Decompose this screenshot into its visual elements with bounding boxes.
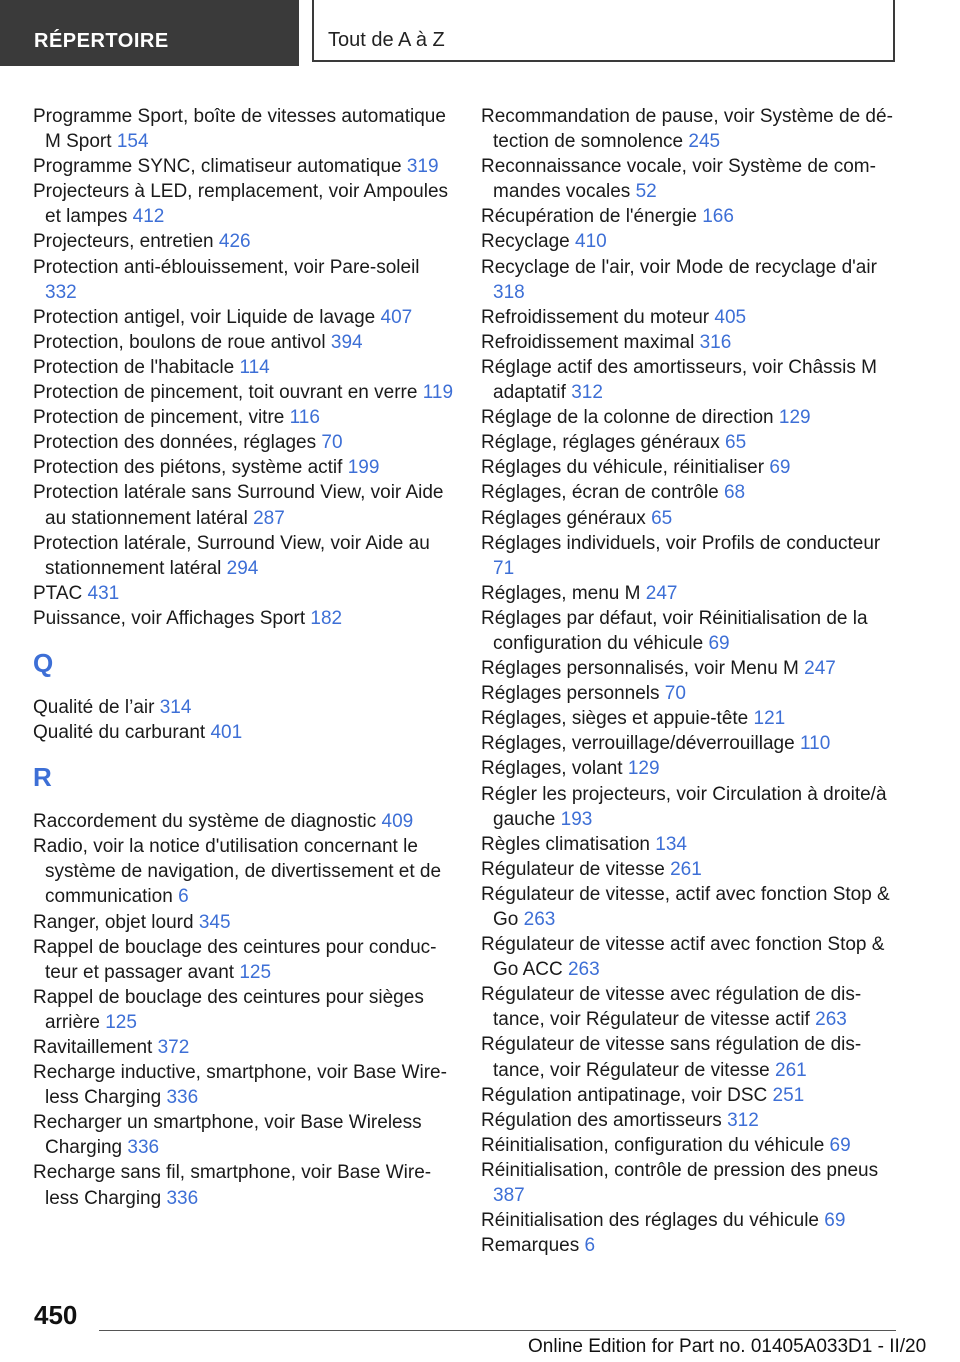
- page-link[interactable]: 166: [702, 206, 734, 228]
- left-column: [33, 104, 453, 1211]
- page-link[interactable]: 70: [664, 683, 686, 705]
- entry-text: Projecteurs à LED, remplacement, voir Ampoules et lampes: [33, 181, 449, 228]
- index-entry: [33, 154, 453, 179]
- page-link[interactable]: 247: [804, 658, 836, 680]
- index-entry: [33, 229, 453, 254]
- page-link[interactable]: 412: [132, 206, 165, 228]
- index-entry: [481, 606, 897, 656]
- entry-text: Régulateur de vitesse: [481, 858, 665, 880]
- page-link[interactable]: 294: [226, 557, 259, 579]
- index-entry: [33, 834, 453, 909]
- page-link[interactable]: 312: [727, 1109, 759, 1131]
- index-entry: [481, 229, 897, 254]
- section-tab: [0, 0, 299, 66]
- entry-text: Réglages, écran de contrôle: [481, 482, 719, 504]
- page-link[interactable]: 182: [310, 607, 343, 629]
- page-link[interactable]: 312: [571, 382, 603, 404]
- page-link[interactable]: 6: [584, 1235, 596, 1257]
- entry-text: Réglage de la colonne de direction: [481, 407, 774, 429]
- subsection-tab: [312, 0, 895, 62]
- edition-text: Online Edition for Part no. 01405A033D1 - II/20: [528, 1336, 927, 1357]
- index-entry: [481, 1133, 897, 1158]
- entry-text: Recyclage de l'air, voir Mode de recyclage d'air: [481, 256, 877, 278]
- entry-text: Réglages généraux: [481, 507, 646, 529]
- page-link[interactable]: 68: [723, 482, 746, 504]
- index-entry: [481, 531, 897, 581]
- index-entry: [481, 455, 897, 480]
- page-link[interactable]: 263: [815, 1009, 847, 1031]
- page-link[interactable]: 405: [714, 306, 747, 328]
- index-entry: [33, 330, 453, 355]
- page-link[interactable]: 394: [330, 331, 363, 353]
- page-link[interactable]: 52: [635, 181, 657, 203]
- entry-text: Réglages individuels, voir Profils de conducteur: [481, 532, 881, 554]
- page-link[interactable]: 134: [655, 833, 687, 855]
- entry-text: Protection latérale, Surround View, voir Aide au stationnement latéral: [33, 532, 430, 579]
- index-entry: [33, 305, 453, 330]
- index-entry: [33, 405, 453, 430]
- section-title: RÉPERTOIRE: [34, 30, 169, 52]
- entry-text: Protection des données, réglages: [33, 432, 317, 454]
- index-entry: [481, 681, 897, 706]
- page-number: 450: [34, 1300, 78, 1330]
- index-entry: [481, 706, 897, 731]
- page-link[interactable]: 263: [523, 909, 556, 930]
- page-link[interactable]: 318: [493, 281, 525, 303]
- index-entry: [33, 1060, 453, 1110]
- index-block-r-continued: [481, 104, 897, 1258]
- entry-text: Réglages par défaut, voir Réinitialisation de la configuration du véhicule: [481, 607, 868, 654]
- index-entry: [481, 832, 897, 857]
- entry-text: Ranger, objet lourd: [33, 911, 194, 933]
- page-link[interactable]: 199: [347, 457, 380, 479]
- index-entry: [33, 809, 453, 834]
- entry-text: Réinitialisation, contrôle de pression des pneus: [481, 1159, 879, 1181]
- entry-text: Régulateur de vitesse actif avec fonction Stop & Go ACC: [481, 934, 885, 981]
- entry-text: Recommandation de pause, voir Système de détection de somnolence: [481, 106, 893, 153]
- entry-text: Rappel de bouclage des ceintures pour sièges arrière: [33, 986, 424, 1033]
- page-link[interactable]: 401: [210, 722, 243, 744]
- entry-text: Protection de pincement, toit ouvrant en verre: [33, 382, 418, 404]
- index-entry: [481, 255, 897, 305]
- index-entry: [481, 330, 897, 355]
- entry-text: Protection latérale sans Surround View, voir Aide au stationnement latéral: [33, 482, 444, 529]
- page-link[interactable]: 69: [829, 1134, 851, 1156]
- index-entry: [481, 154, 897, 204]
- index-entry: [481, 982, 897, 1032]
- entry-text: Régulateur de vitesse, actif avec fonction Stop & Go: [481, 883, 890, 930]
- page-link[interactable]: 70: [321, 432, 343, 454]
- page-link[interactable]: 410: [575, 231, 607, 253]
- page-link[interactable]: 125: [239, 961, 272, 983]
- index-block-p: [33, 104, 453, 631]
- entry-text: Raccordement du système de diagnostic: [33, 811, 377, 833]
- index-letter-r: R: [33, 762, 52, 793]
- entry-text: Règles climatisation: [481, 833, 650, 855]
- page-link[interactable]: 316: [699, 331, 732, 353]
- index-entry: [481, 1032, 897, 1082]
- page-link[interactable]: 263: [567, 959, 600, 981]
- entry-text: Recharge sans fil, smartphone, voir Base Wireless Charging: [33, 1162, 432, 1209]
- index-entry: [481, 480, 897, 505]
- page-link[interactable]: 387: [493, 1185, 525, 1207]
- page-link[interactable]: 114: [239, 356, 270, 378]
- page-link[interactable]: 314: [159, 696, 192, 718]
- index-entry: [481, 882, 897, 932]
- index-entry: [33, 1160, 453, 1210]
- page-link[interactable]: 319: [406, 156, 439, 178]
- entry-text: Recharger un smartphone, voir Base Wireless Charging: [33, 1112, 422, 1159]
- entry-text: Protection des piétons, système actif: [33, 457, 343, 479]
- index-letter-q: Q: [33, 647, 54, 678]
- page-link[interactable]: 69: [769, 457, 791, 479]
- entry-text: Réglages personnalisés, voir Menu M: [481, 658, 799, 680]
- page-link[interactable]: 245: [688, 131, 721, 153]
- page-link[interactable]: 251: [772, 1084, 805, 1106]
- entry-text: Programme Sport, boîte de vitesses automatique M Sport: [33, 106, 446, 153]
- footer-divider: [99, 1330, 896, 1331]
- entry-text: Réglages personnels: [481, 683, 660, 705]
- index-entry: [33, 1110, 453, 1160]
- entry-text: Réglages du véhicule, réinitialiser: [481, 457, 765, 479]
- index-entry: [33, 695, 453, 720]
- entry-text: Réglages, volant: [481, 758, 623, 780]
- page-link[interactable]: 261: [775, 1059, 807, 1081]
- entry-text: Programme SYNC, climatiseur automatique: [33, 156, 402, 178]
- entry-text: Réglages, sièges et appuie-tête: [481, 708, 749, 730]
- page-link[interactable]: 431: [87, 582, 120, 604]
- entry-text: Protection de l'habitacle: [33, 356, 235, 378]
- index-entry: [33, 380, 453, 405]
- index-entry: [481, 932, 897, 982]
- entry-text: Refroidissement maximal: [481, 331, 695, 353]
- entry-text: Projecteurs, entretien: [33, 231, 214, 253]
- entry-text: Refroidissement du moteur: [481, 306, 710, 328]
- page-link[interactable]: 372: [157, 1037, 190, 1058]
- page-link[interactable]: 247: [645, 582, 678, 604]
- page-link[interactable]: 409: [381, 811, 414, 833]
- index-entry: [481, 1233, 897, 1258]
- entry-text: Régulation des amortisseurs: [481, 1109, 722, 1131]
- entry-text: Recyclage: [481, 231, 570, 253]
- index-entry: [33, 430, 453, 455]
- entry-text: Puissance, voir Affichages Sport: [33, 607, 306, 629]
- entry-text: Récupération de l'énergie: [481, 206, 697, 228]
- page-link[interactable]: 336: [127, 1137, 160, 1159]
- index-entry: [33, 910, 453, 935]
- index-entry: [481, 405, 897, 430]
- page-link[interactable]: 426: [218, 231, 251, 253]
- entry-text: Réglages, verrouillage/déverrouillage: [481, 733, 795, 755]
- index-entry: [33, 255, 453, 305]
- page-link[interactable]: 69: [824, 1210, 846, 1232]
- right-column: [481, 104, 897, 1258]
- entry-text: Protection, boulons de roue antivol: [33, 331, 326, 353]
- index-block-q: [33, 695, 453, 745]
- index-entry: [481, 1108, 897, 1133]
- index-entry: [33, 355, 453, 380]
- index-entry: [481, 1158, 897, 1208]
- entry-text: Ravitaillement: [33, 1037, 153, 1058]
- index-entry: [33, 480, 453, 530]
- entry-text: Réglages, menu M: [481, 582, 641, 604]
- entry-text: Rappel de bouclage des ceintures pour conducteur et passager avant: [33, 936, 437, 983]
- index-entry: [33, 720, 453, 745]
- entry-text: Protection de pincement, vitre: [33, 407, 285, 429]
- page-link[interactable]: 6: [178, 886, 189, 908]
- index-block-r: [33, 809, 453, 1211]
- entry-text: Reconnaissance vocale, voir Système de commandes vocales: [481, 156, 876, 203]
- index-entry: [33, 581, 453, 606]
- entry-text: Régulation antipatinage, voir DSC: [481, 1084, 768, 1106]
- page-link[interactable]: 332: [45, 281, 77, 303]
- page-link[interactable]: 287: [253, 507, 285, 529]
- page-link[interactable]: 69: [708, 632, 730, 654]
- page-link[interactable]: 336: [166, 1187, 199, 1209]
- entry-text: Régulateur de vitesse sans régulation de distance, voir Régulateur de vitesse: [481, 1034, 862, 1081]
- index-entry: [33, 985, 453, 1035]
- entry-text: Réinitialisation des réglages du véhicule: [481, 1210, 819, 1232]
- index-entry: [481, 430, 897, 455]
- index-entry: [481, 506, 897, 531]
- page-link[interactable]: 129: [627, 758, 660, 780]
- index-entry: [33, 1035, 453, 1060]
- page-link[interactable]: 154: [116, 131, 149, 153]
- index-entry: [33, 531, 453, 581]
- entry-text: Réglage, réglages généraux: [481, 432, 720, 454]
- index-entry: [481, 581, 897, 606]
- index-entry: [481, 656, 897, 681]
- entry-text: Protection anti-éblouissement, voir Pare-soleil: [33, 256, 420, 278]
- index-entry: [33, 179, 453, 229]
- entry-text: Qualité de l’air: [33, 696, 155, 718]
- index-entry: [481, 204, 897, 229]
- index-entry: [33, 935, 453, 985]
- page-link[interactable]: 129: [778, 407, 811, 429]
- entry-text: PTAC: [33, 582, 83, 604]
- entry-text: Recharge inductive, smartphone, voir Base Wireless Charging: [33, 1062, 447, 1109]
- index-entry: [481, 731, 897, 756]
- page-link[interactable]: 110: [799, 733, 831, 755]
- index-entry: [33, 455, 453, 480]
- index-entry: [481, 1083, 897, 1108]
- page-link[interactable]: 121: [753, 708, 786, 730]
- page-link[interactable]: 345: [198, 911, 231, 933]
- index-entry: [481, 1208, 897, 1233]
- page-link[interactable]: 125: [105, 1011, 137, 1033]
- page-link[interactable]: 71: [493, 557, 515, 579]
- entry-text: Réinitialisation, configuration du véhicule: [481, 1134, 825, 1156]
- page-link[interactable]: 119: [422, 382, 454, 404]
- page-link[interactable]: 65: [725, 432, 747, 454]
- entry-text: Radio, voir la notice d'utilisation concernant le système de navigation, de divertissement et de communication: [33, 836, 442, 908]
- index-entry: [33, 606, 453, 631]
- page-link[interactable]: 116: [289, 407, 320, 429]
- entry-text: Régler les projecteurs, voir Circulation à droite/à gauche: [481, 783, 887, 830]
- index-entry: [481, 104, 897, 154]
- subsection-title: Tout de A à Z: [328, 29, 445, 51]
- index-entry: [481, 782, 897, 832]
- page-link[interactable]: 407: [380, 306, 413, 328]
- index-entry: [481, 857, 897, 882]
- page-link[interactable]: 193: [560, 808, 593, 830]
- entry-text: Remarques: [481, 1235, 580, 1257]
- index-entry: [33, 104, 453, 154]
- page-link[interactable]: 336: [166, 1087, 199, 1109]
- page-link[interactable]: 261: [670, 858, 702, 880]
- page-header: [0, 0, 960, 66]
- entry-text: Protection antigel, voir Liquide de lavage: [33, 306, 376, 328]
- index-entry: [481, 305, 897, 330]
- entry-text: Réglage actif des amortisseurs, voir Châssis M adaptatif: [481, 356, 877, 404]
- index-entry: [481, 756, 897, 781]
- entry-text: Régulateur de vitesse avec régulation de distance, voir Régulateur de vitesse actif: [481, 984, 862, 1031]
- page-link[interactable]: 65: [651, 507, 673, 529]
- index-entry: [481, 355, 897, 405]
- entry-text: Qualité du carburant: [33, 722, 206, 744]
